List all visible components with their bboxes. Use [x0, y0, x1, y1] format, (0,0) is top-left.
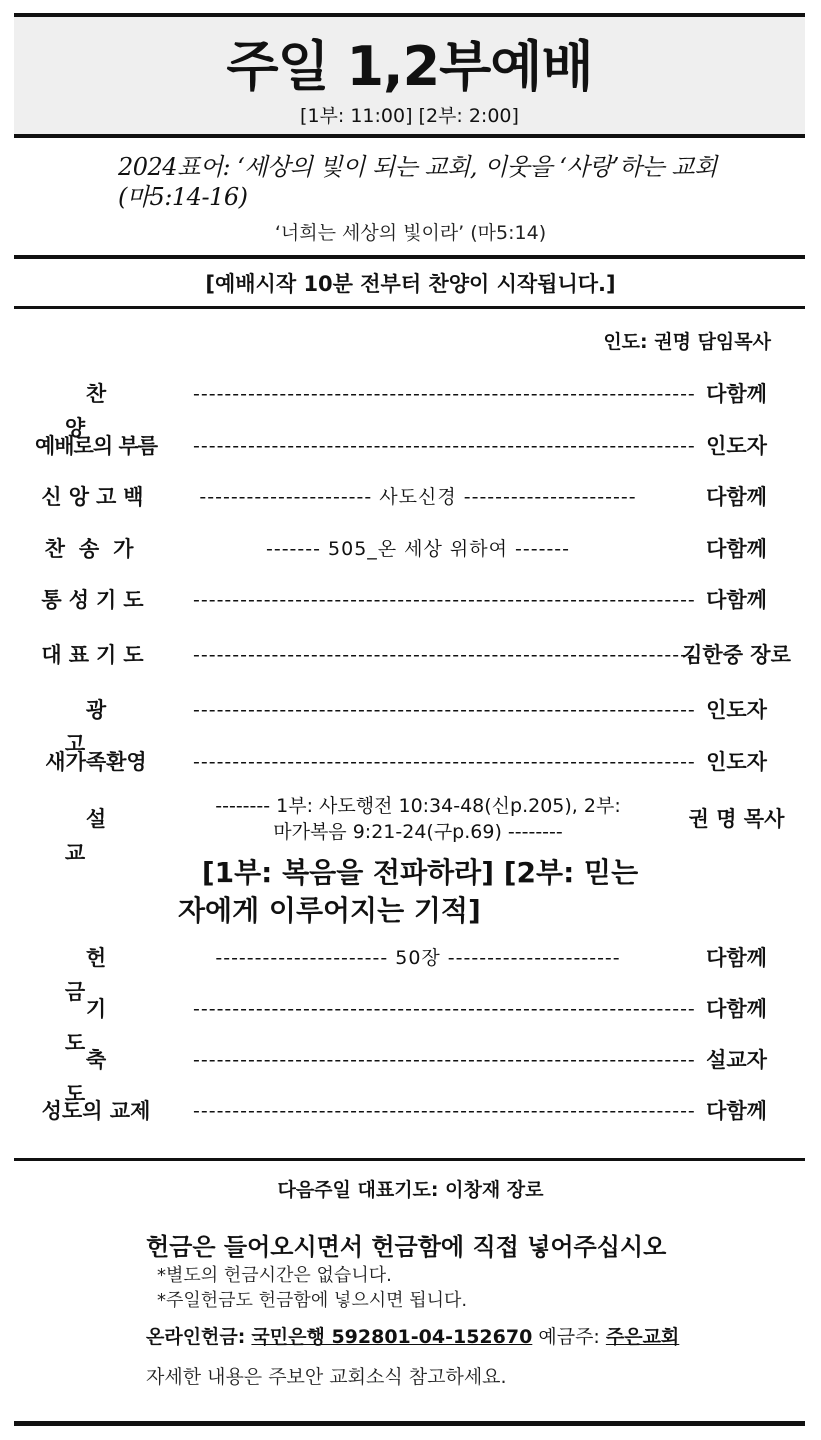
order-right: 다함께 [706, 1099, 767, 1123]
order-middle: ---------------------- 50장 ---------------------- [215, 947, 621, 969]
offering-instruction: 헌금은 들어오시면서 헌금함에 직접 넣어주십시오 [146, 1233, 667, 1261]
order-middle: ---------------------------------------------------------------- [193, 435, 696, 457]
worship-leader: 인도: 권명 담임목사 [603, 331, 771, 353]
order-label: 새가족환영 [45, 750, 147, 774]
online-offering-label: 온라인헌금: [146, 1326, 246, 1348]
page-title: 주일 1,2부예배 [226, 35, 593, 98]
order-right: 인도자 [706, 750, 767, 774]
sermon-title [170, 854, 670, 930]
motto-rule [14, 255, 805, 259]
account-holder: 주은교회 [605, 1326, 680, 1348]
order-right: 다함께 [706, 537, 767, 561]
order-middle: ---------------------------------------------------------------- [193, 644, 696, 666]
order-middle: ---------------------------------------------------------------- [193, 589, 696, 611]
order-label: 통성기도 [41, 588, 151, 612]
order-middle: ---------------------------------------------------------------- [193, 383, 696, 405]
sermon-title-line-2: 자에게 이루어지는 기적] [178, 894, 481, 927]
order-right: 설교자 [706, 1048, 767, 1072]
order-right: 인도자 [706, 434, 767, 458]
order-row-offering [0, 941, 821, 1004]
sermon-title-line-1: [1부: 복음을 전파하라] [2부: 믿는 [201, 856, 639, 889]
order-label: 찬송가 [44, 537, 148, 561]
worship-notice: [예배시작 10분 전부터 찬양이 시작됩니다.] [205, 272, 616, 296]
offering-note-2: *주일헌금도 헌금함에 넣으시면 됩니다. [157, 1290, 468, 1311]
order-right: 다함께 [706, 588, 767, 612]
order-right: 권 명 목사 [688, 807, 785, 831]
header [14, 17, 805, 134]
order-middle: ---------------------------------------------------------------- [193, 751, 696, 773]
order-row-call-to-worship [0, 429, 821, 463]
order-right: 다함께 [706, 946, 767, 970]
motto [118, 152, 738, 212]
order-middle: ---------------------- 사도신경 ---------------------- [199, 486, 637, 508]
order-middle: ---------------------------------------------------------------- [193, 699, 696, 721]
order-row-praise [0, 377, 821, 440]
order-row-prayer-together [0, 583, 821, 617]
order-row-representative-prayer [0, 638, 821, 672]
order-label: 찬양 [64, 382, 149, 440]
order-right: 다함께 [706, 382, 767, 406]
sermon-scripture [193, 793, 643, 845]
next-week-prayer: 다음주일 대표기도: 이창재 장로 [277, 1179, 544, 1201]
order-label: 광고 [64, 698, 149, 756]
order-label: 대표기도 [41, 643, 151, 667]
order-row-creed [0, 480, 821, 514]
order-label: 기도 [64, 997, 149, 1055]
order-middle: ------- 505_온 세상 위하여 ------- [265, 538, 571, 560]
order-row-prayer [0, 992, 821, 1055]
order-right: 다함께 [706, 485, 767, 509]
header-rule [14, 134, 805, 138]
order-row-benediction [0, 1043, 821, 1106]
order-label: 성도의 교제 [41, 1099, 151, 1123]
order-label: 설교 [64, 807, 149, 865]
order-right: 김한중 장로 [682, 643, 791, 667]
sermon-scripture-line-2: 마가복음 9:21-24(구p.69) -------- [273, 821, 563, 843]
offering-note-1: *별도의 헌금시간은 없습니다. [157, 1265, 392, 1286]
bottom-rule [14, 1421, 805, 1426]
footer-rule [14, 1158, 805, 1161]
holder-label: 예금주: [538, 1326, 600, 1348]
order-label: 예배로의 부름 [34, 434, 158, 458]
motto-line-1: 2024표어: ‘세상의 빛이 되는 교회, 이웃을 ‘사랑’하는 교회 [118, 153, 717, 181]
sermon-scripture-line-1: -------- 1부: 사도행전 10:34-48(신p.205), 2부: [215, 795, 621, 817]
order-middle: ---------------------------------------------------------------- [193, 1049, 696, 1071]
motto-line-2: (마5:14-16) [118, 183, 248, 211]
order-middle: ---------------------------------------------------------------- [193, 998, 696, 1020]
bank-account: 국민은행 592801-04-152670 [251, 1326, 533, 1348]
order-middle: ---------------------------------------------------------------- [193, 1100, 696, 1122]
order-label: 헌금 [64, 946, 149, 1004]
order-right: 인도자 [706, 698, 767, 722]
order-row-hymn [0, 532, 821, 566]
motto-verse: ‘너희는 세상의 빛이라’ (마5:14) [274, 222, 547, 244]
service-times: [1부: 11:00] [2부: 2:00] [300, 105, 519, 127]
notice-rule [14, 306, 805, 309]
order-label: 신앙고백 [41, 485, 151, 509]
order-row-new-family [0, 745, 821, 779]
order-label: 축도 [64, 1048, 149, 1106]
order-row-fellowship [0, 1094, 821, 1128]
detail-note: 자세한 내용은 주보안 교회소식 참고하세요. [146, 1366, 507, 1388]
online-offering [146, 1322, 679, 1349]
order-row-announcements [0, 693, 821, 756]
order-right: 다함께 [706, 997, 767, 1021]
